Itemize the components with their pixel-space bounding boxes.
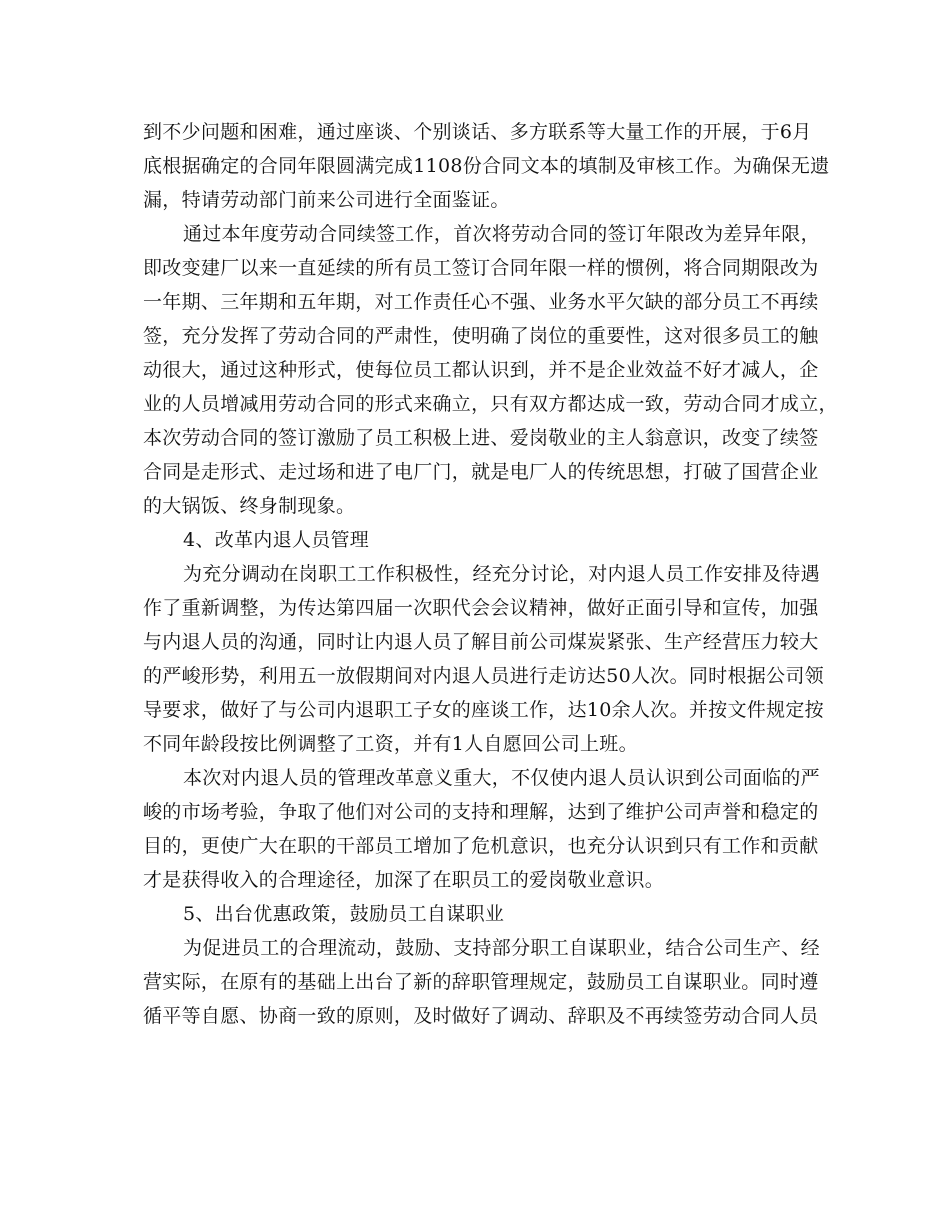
text-line [143,727,807,761]
text-line-content: 的严峻形势，利用五一放假期间对内退人员进行走访达50人次。同时根据公司领 [143,665,824,687]
text-line [143,149,830,183]
text-line [143,591,819,625]
text-line [143,251,819,285]
text-line [143,659,824,693]
text-line [143,965,819,999]
text-line-content: 合同是走形式、走过场和进了电厂门，就是电厂人的传统思想，打破了国营企业 [143,461,819,483]
section-heading-4: 4、改革内退人员管理 [183,529,370,551]
text-line-content: 签，充分发挥了劳动合同的严肃性，使明确了岗位的重要性，这对很多员工的触 [143,325,819,347]
text-line-content: 目的，更使广大在职的干部员工增加了危机意识，也充分认识到只有工作和贡献 [143,835,819,857]
text-line-content: 循平等自愿、协商一致的原则，及时做好了调动、辞职及不再续签劳动合同人员 [143,1005,819,1027]
text-line [143,183,807,217]
text-line [143,999,819,1033]
paragraph-first-line [143,931,820,965]
text-line-content: 作了重新调整，为传达第四届一次职代会会议精神，做好正面引导和宣传，加强 [143,597,819,619]
text-line [143,693,824,727]
text-line [143,625,819,659]
text-line-content: 导要求，做好了与公司内退职工子女的座谈工作，达10余人次。并按文件规定按 [143,699,824,721]
text-line-content: 的大锅饭、终身制现象。 [143,495,356,517]
text-line [143,795,819,829]
text-line [143,387,838,421]
text-line [143,319,819,353]
text-line-content: 营实际，在原有的基础上出台了新的辞职管理规定，鼓励员工自谋职业。同时遵 [143,971,819,993]
paragraph-first-line [143,557,820,591]
text-line [143,863,807,897]
text-line-content: 本次劳动合同的签订激励了员工积极上进、爱岗敬业的主人翁意识，改变了续签 [143,427,819,449]
text-line-content: 与内退人员的沟通，同时让内退人员了解目前公司煤炭紧张、生产经营压力较大 [143,631,819,653]
text-line-content: 才是获得收入的合理途径，加深了在职员工的爱岗敬业意识。 [143,869,665,891]
text-line [143,455,819,489]
text-line [143,829,819,863]
paragraph-first-line [143,217,820,251]
text-line-content: 峻的市场考验，争取了他们对公司的支持和理解，达到了维护公司声誉和稳定的 [143,801,819,823]
text-line-content: 漏，特请劳动部门前来公司进行全面鉴证。 [143,189,510,211]
text-line [143,285,819,319]
text-line [143,489,807,523]
text-line-content: 即改变建厂以来一直延续的所有员工签订合同年限一样的惯例，将合同期限改为 [143,257,819,279]
text-line [143,115,812,149]
text-line-content: 到不少问题和困难，通过座谈、个别谈话、多方联系等大量工作的开展，于6月 [143,121,812,143]
document-body [143,115,838,1033]
text-line-content: 为促进员工的合理流动，鼓励、支持部分职工自谋职业，结合公司生产、经 [183,937,820,959]
text-line-content: 不同年龄段按比例调整了工资，并有1人自愿回公司上班。 [143,733,638,755]
text-line [143,421,819,455]
text-line-content: 为充分调动在岗职工工作积极性，经充分讨论，对内退人员工作安排及待遇 [183,563,820,585]
text-line-content: 一年期、三年期和五年期，对工作责任心不强、业务水平欠缺的部分员工不再续 [143,291,819,313]
text-line-content: 底根据确定的合同年限圆满完成1108份合同文本的填制及审核工作。为确保无遗 [143,155,830,177]
section-heading-5: 5、出台优惠政策，鼓励员工自谋职业 [183,903,505,925]
text-line-content: 业的人员增减用劳动合同的形式来确立，只有双方都达成一致，劳动合同才成立， [143,393,838,415]
paragraph-first-line [143,761,820,795]
text-line-content: 本次对内退人员的管理改革意义重大，不仅使内退人员认识到公司面临的严 [183,767,820,789]
text-line-content: 通过本年度劳动合同续签工作，首次将劳动合同的签订年限改为差异年限， [183,223,820,245]
text-line [143,353,819,387]
text-line-content: 动很大，通过这种形式，使每位员工都认识到，并不是企业效益不好才减人，企 [143,359,819,381]
